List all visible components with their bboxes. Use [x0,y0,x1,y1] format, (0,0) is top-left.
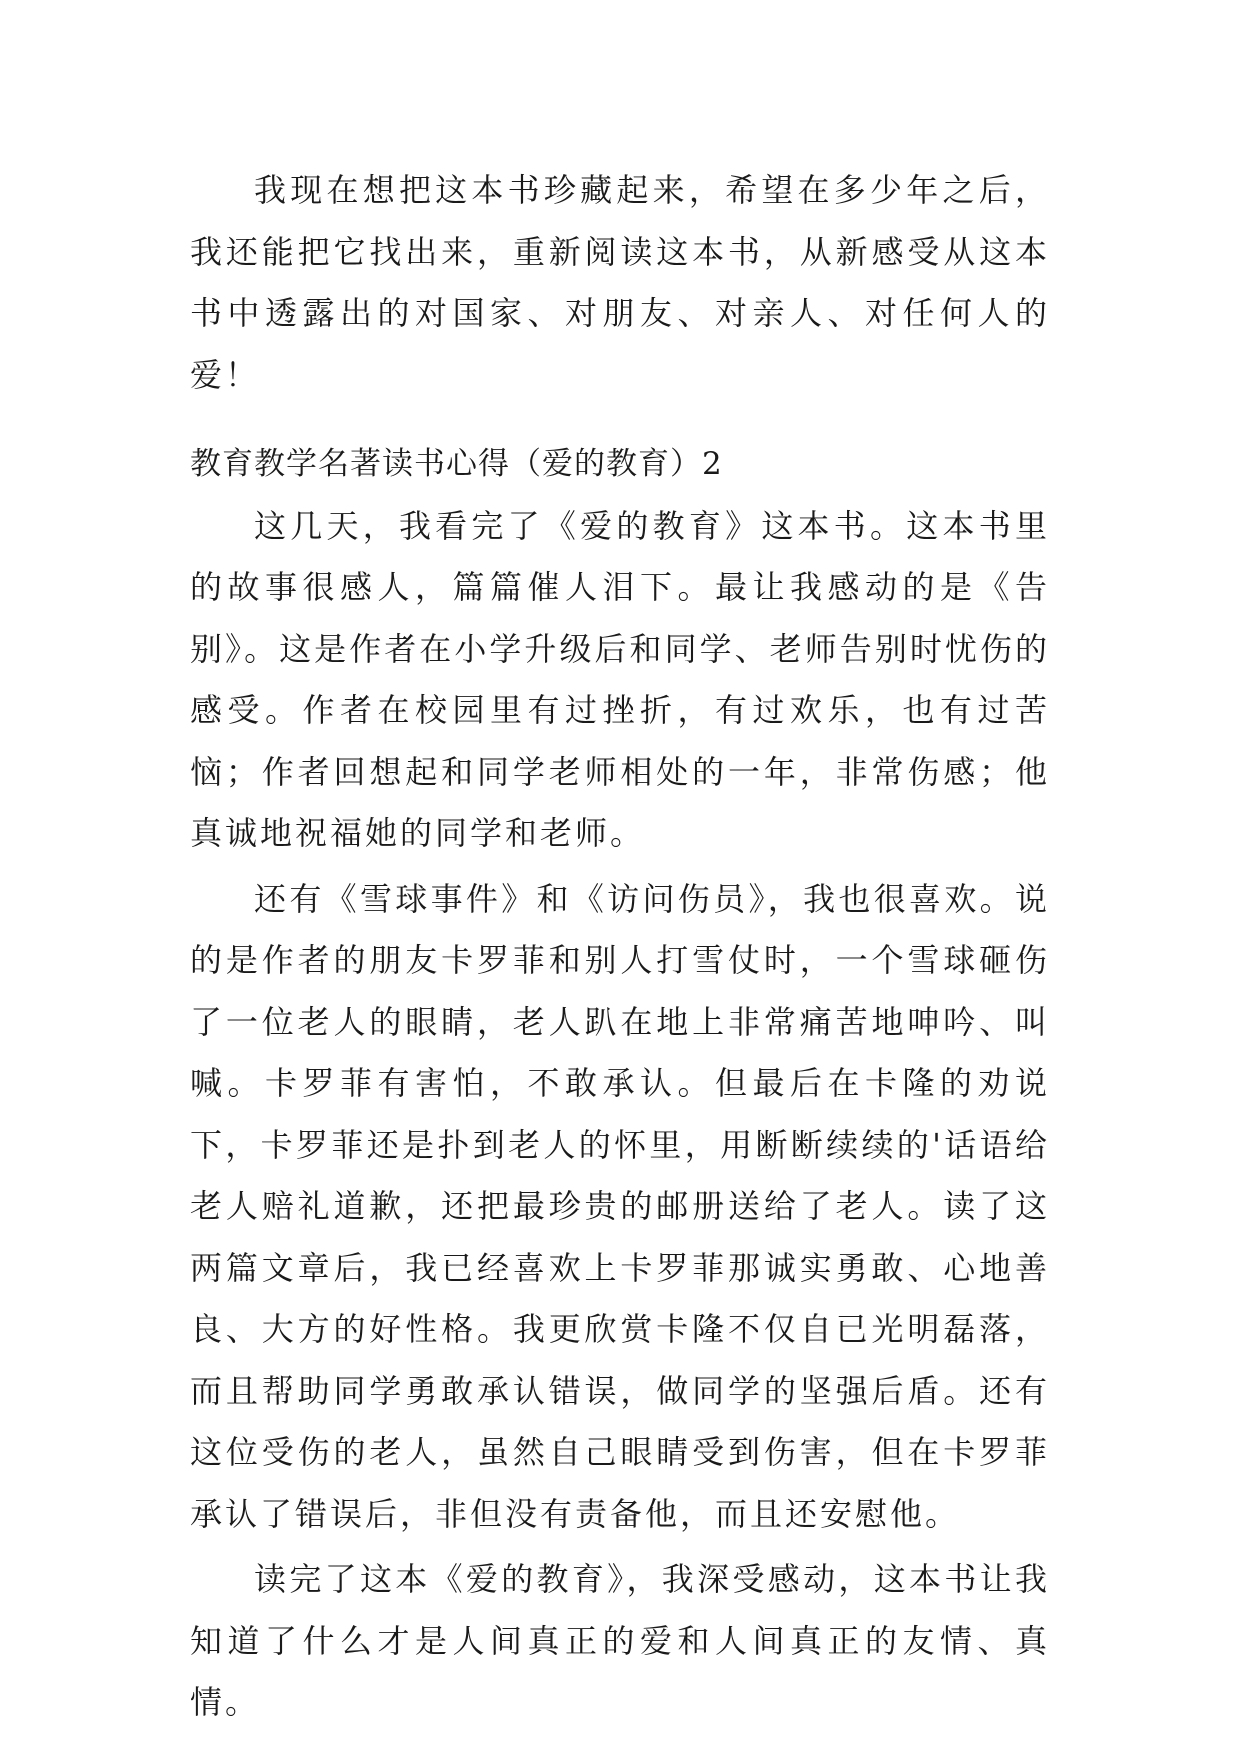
body-paragraph-3: 读完了这本《爱的教育》，我深受感动，这本书让我知道了什么才是人间真正的爱和人间真正的友情、真情。 [190,1560,1050,1721]
section-title: 教育教学名著读书心得（爱的教育）2 [190,446,723,482]
document-page [190,160,1050,1734]
body-paragraph-2: 还有《雪球事件》和《访问伤员》，我也很喜欢。说的是作者的朋友卡罗菲和别人打雪仗时，一个雪球砸伤了一位老人的眼睛，老人趴在地上非常痛苦地呻吟、叫喊。卡罗菲有害怕，不敢承认。但最后在卡隆的劝说下，卡罗菲还是扑到老人的怀里，用断断续续的'话语给老人赔礼道歉，还把最珍贵的邮册送给了老人。读了这两篇文章后，我已经喜欢上卡罗菲那诚实勇敢、心地善良、大方的好性格。我更欣赏卡隆不仅自已光明磊落，而且帮助同学勇敢承认错误，做同学的坚强后盾。还有这位受伤的老人，虽然自己眼睛受到伤害，但在卡罗菲承认了错误后，非但没有责备他，而且还安慰他。 [190,879,1050,1533]
body-paragraph-1: 这几天，我看完了《爱的教育》这本书。这本书里的故事很感人，篇篇催人泪下。最让我感动的是《告别》。这是作者在小学升级后和同学、老师告别时忧伤的感受。作者在校园里有过挫折，有过欢乐，也有过苦恼；作者回想起和同学老师相处的一年，非常伤感；他真诚地祝福她的同学和老师。 [190,506,1050,852]
section-spacer [190,406,1050,434]
intro-paragraph: 我现在想把这本书珍藏起来，希望在多少年之后，我还能把它找出来，重新阅读这本书，从新感受从这本书中透露出的对国家、对朋友、对亲人、对任何人的爱！ [190,171,1050,394]
